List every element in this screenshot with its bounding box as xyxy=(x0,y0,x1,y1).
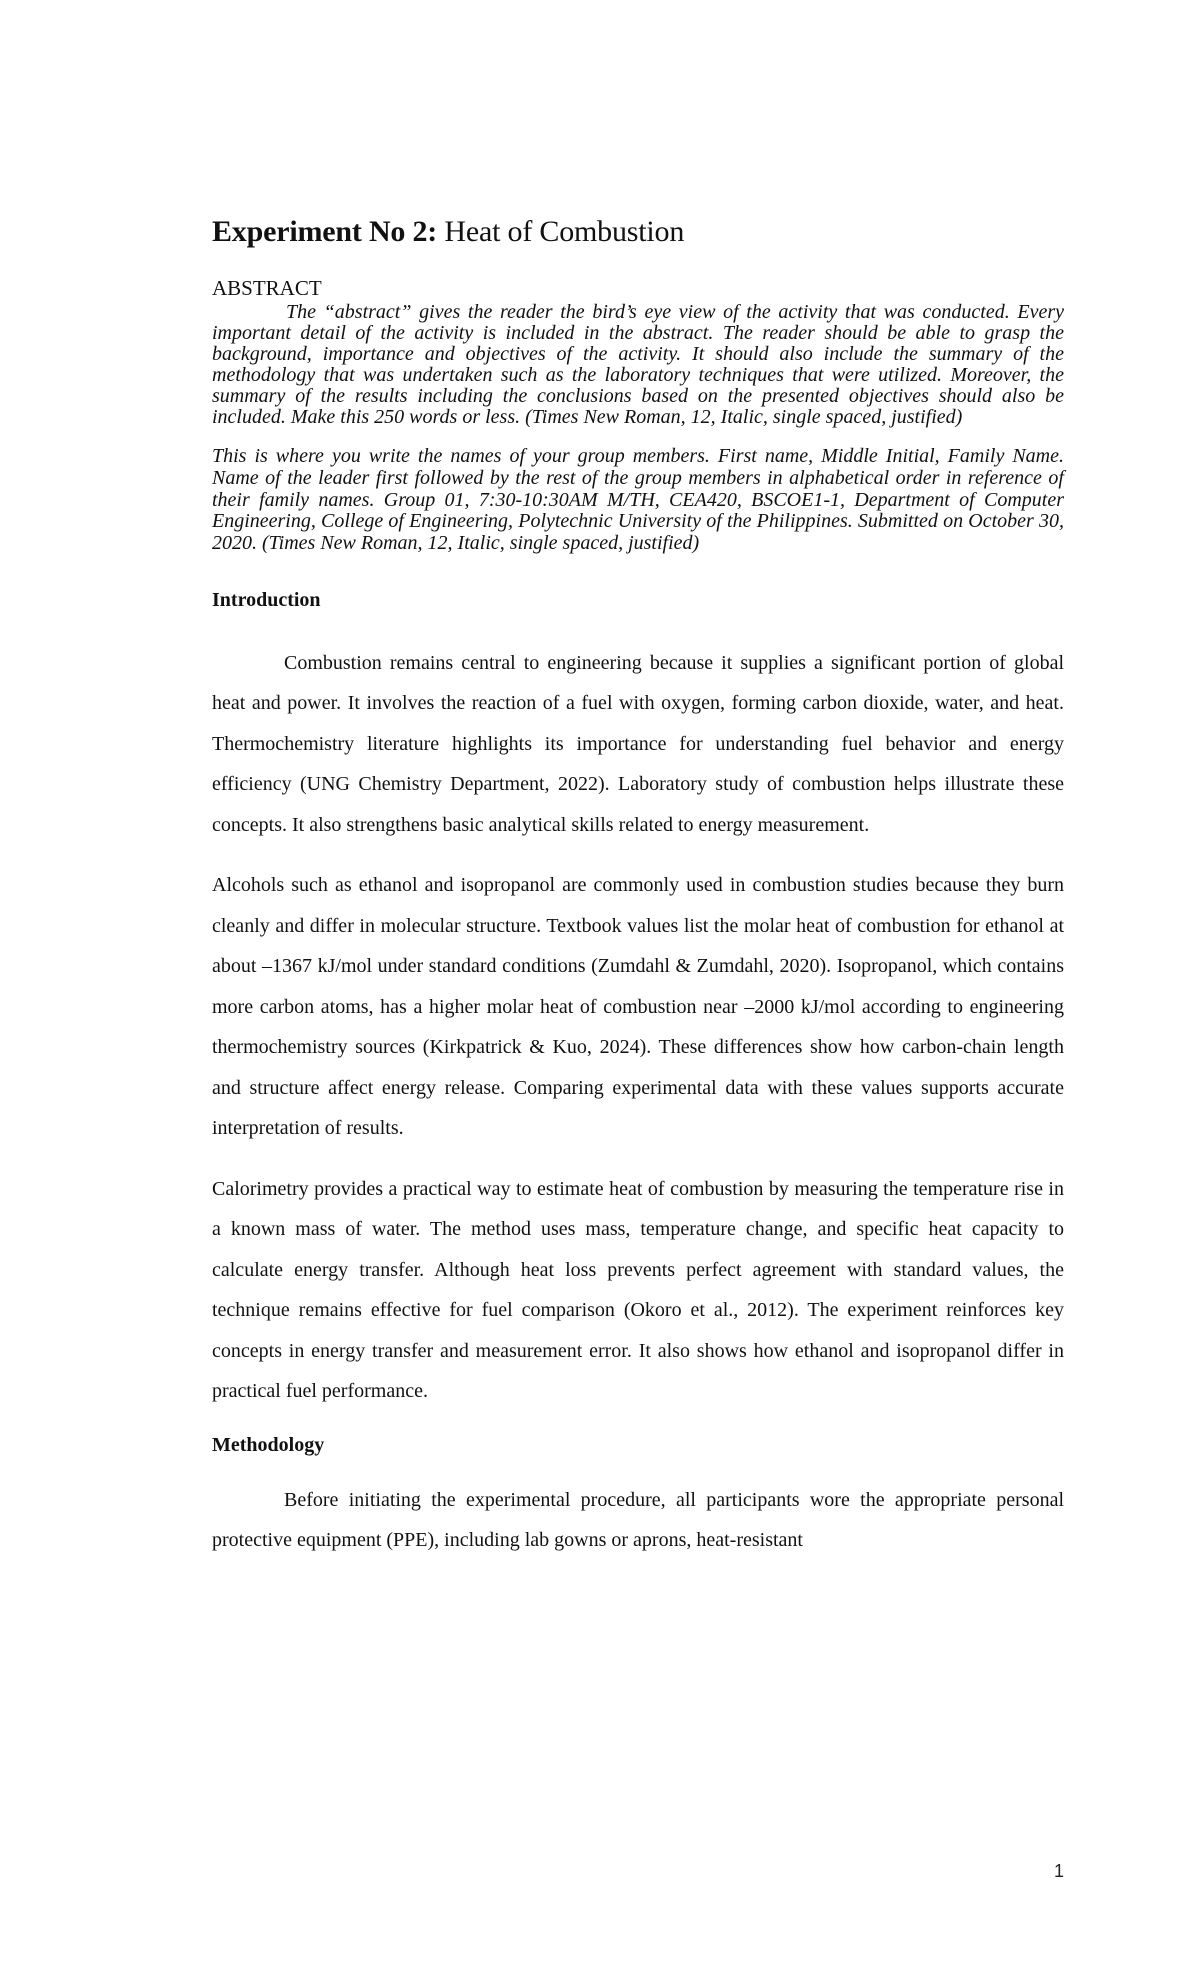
page-title xyxy=(212,210,1064,254)
abstract-paragraph: The “abstract” gives the reader the bird’s eye view of the activity that was conducted. Every important detail of the activity is included in the abstract. The reader should be able to grasp the background, importance and objectives of the activity. It should also include the summary of the methodology that was undertaken such as the laboratory techniques that were utilized. Moreover, the summary of the results including the conclusions based on the presented objectives should also be included. Make this 250 words or less. (Times New Roman, 12, Italic, single spaced, justified) xyxy=(212,301,1064,428)
introduction-heading: Introduction xyxy=(212,588,321,611)
abstract-heading: ABSTRACT xyxy=(212,276,322,300)
methodology-heading: Methodology xyxy=(212,1433,325,1456)
title-experiment-number: Experiment No 2: xyxy=(212,215,438,248)
introduction-paragraph-1: Combustion remains central to engineering because it supplies a significant portion of global heat and power. It involves the reaction of a fuel with oxygen, forming carbon dioxide, water, and heat. Thermochemistry literature highlights its importance for understanding fuel behavior and energy efficiency (UNG Chemistry Department, 2022). Laboratory study of combustion helps illustrate these concepts. It also strengthens basic analytical skills related to energy measurement. xyxy=(212,651,1064,836)
group-members-paragraph: This is where you write the names of your group members. First name, Middle Initial, Family Name. Name of the leader first followed by the rest of the group members in alphabetical order in reference of their family names. Group 01, 7:30-10:30AM M/TH, CEA420, BSCOE1-1, Department of Computer Engineering, College of Engineering, Polytechnic University of the Philippines. Submitted on October 30, 2020. (Times New Roman, 12, Italic, single spaced, justified) xyxy=(212,445,1064,555)
introduction-paragraph-3: Calorimetry provides a practical way to estimate heat of combustion by measuring the temperature rise in a known mass of water. The method uses mass, temperature change, and specific heat capacity to calculate energy transfer. Although heat loss prevents perfect agreement with standard values, the technique remains effective for fuel comparison (Okoro et al., 2012). The experiment reinforces key concepts in energy transfer and measurement error. It also shows how ethanol and isopropanol differ in practical fuel performance. xyxy=(212,1177,1064,1403)
page-number: 1 xyxy=(1053,1861,1064,1881)
introduction-paragraph-2: Alcohols such as ethanol and isopropanol are commonly used in combustion studies because they burn cleanly and differ in molecular structure. Textbook values list the molar heat of combustion for ethanol at about –1367 kJ/mol under standard conditions (Zumdahl & Zumdahl, 2020). Isopropanol, which contains more carbon atoms, has a higher molar heat of combustion near –2000 kJ/mol according to engineering thermochemistry sources (Kirkpatrick & Kuo, 2024). These differences show how carbon-chain length and structure affect energy release. Comparing experimental data with these values supports accurate interpretation of results. xyxy=(212,874,1064,1140)
title-subject: Heat of Combustion xyxy=(437,215,685,248)
methodology-paragraph: Before initiating the experimental procedure, all participants wore the appropriate personal protective equipment (PPE), including lab gowns or aprons, heat-resistant xyxy=(212,1488,1064,1552)
page-content xyxy=(212,210,1064,1561)
